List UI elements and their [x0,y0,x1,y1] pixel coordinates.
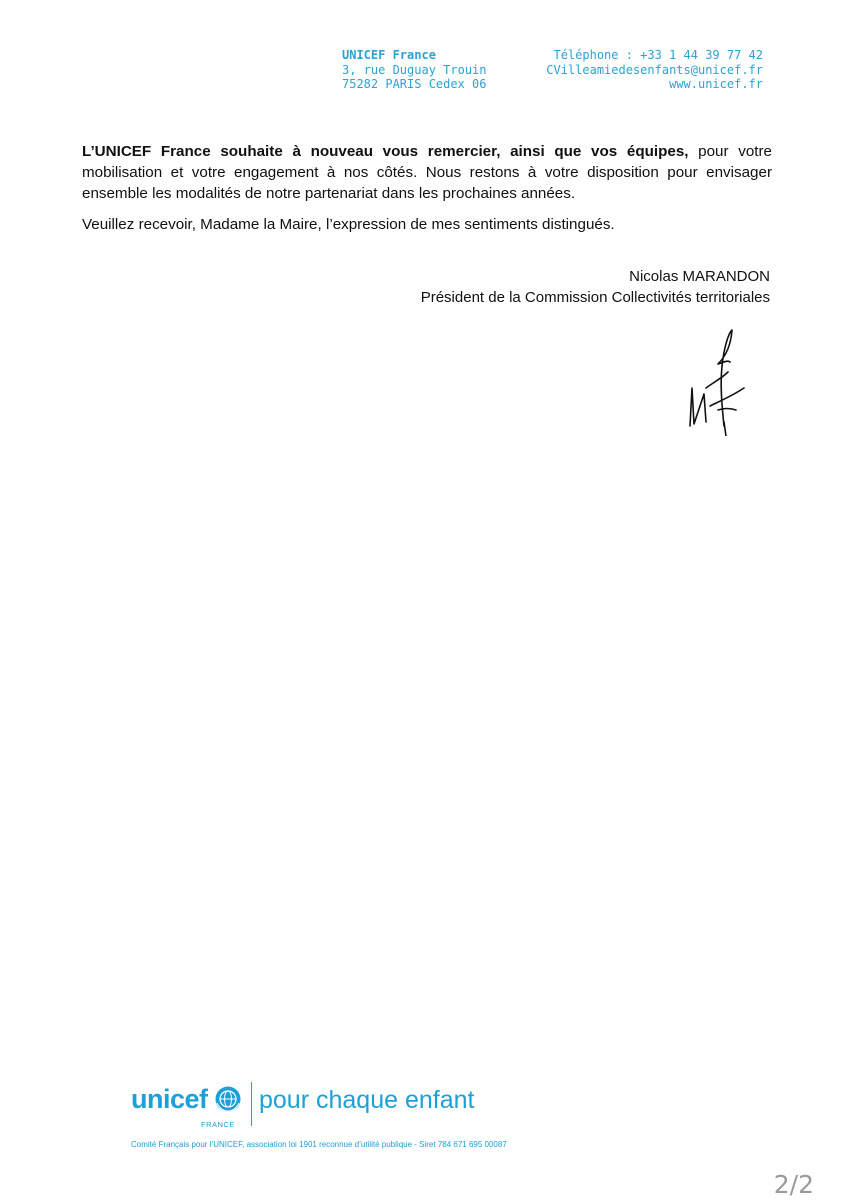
unicef-logo [131,1080,511,1130]
address-line1: 3, rue Duguay Trouin [342,62,487,77]
signer-name: Nicolas MARANDON [629,268,770,285]
address-line2: 75282 PARIS Cedex 06 [342,77,487,91]
thanks-bold-text: L’UNICEF France souhaite à nouveau vous remercier, ainsi que vos équipes, [82,143,689,160]
signer-block [421,266,770,308]
page-indicator: 2/2 [773,1170,814,1199]
thanks-rest-text: pour votre mobilisation et votre engagement à nos côtés. Nous restons à votre disposition pour envisager ensemble les modalités de notre partenariat dans les prochaines années. [82,143,772,202]
sender-address [342,48,487,92]
letter-body [82,141,772,245]
signer-title: Président de la Commission Collectivités territoriales [420,289,770,306]
email-address[interactable]: CVilleamiedesenfants@unicef.fr [546,62,763,77]
legal-notice: Comité Français pour l’UNICEF, association loi 1901 reconnue d’utilité publique - Siret 784 671 695 00087 [131,1140,507,1149]
paragraph-thanks [82,141,772,204]
website-link[interactable]: www.unicef.fr [669,77,763,91]
logo-tagline: pour chaque enfant [259,1086,475,1114]
paragraph-closing: Veuillez recevoir, Madame la Maire, l’expression de mes sentiments distingués. [82,216,615,233]
handwritten-signature [684,326,748,436]
logo-country: FRANCE [201,1120,235,1129]
globe-icon [214,1085,242,1113]
phone-number: Téléphone : +33 1 44 39 77 42 [553,48,763,62]
org-name: UNICEF France [342,48,436,62]
sender-contact [546,48,763,92]
unicef-wordmark: unicef [131,1084,208,1114]
logo-divider [251,1082,252,1126]
